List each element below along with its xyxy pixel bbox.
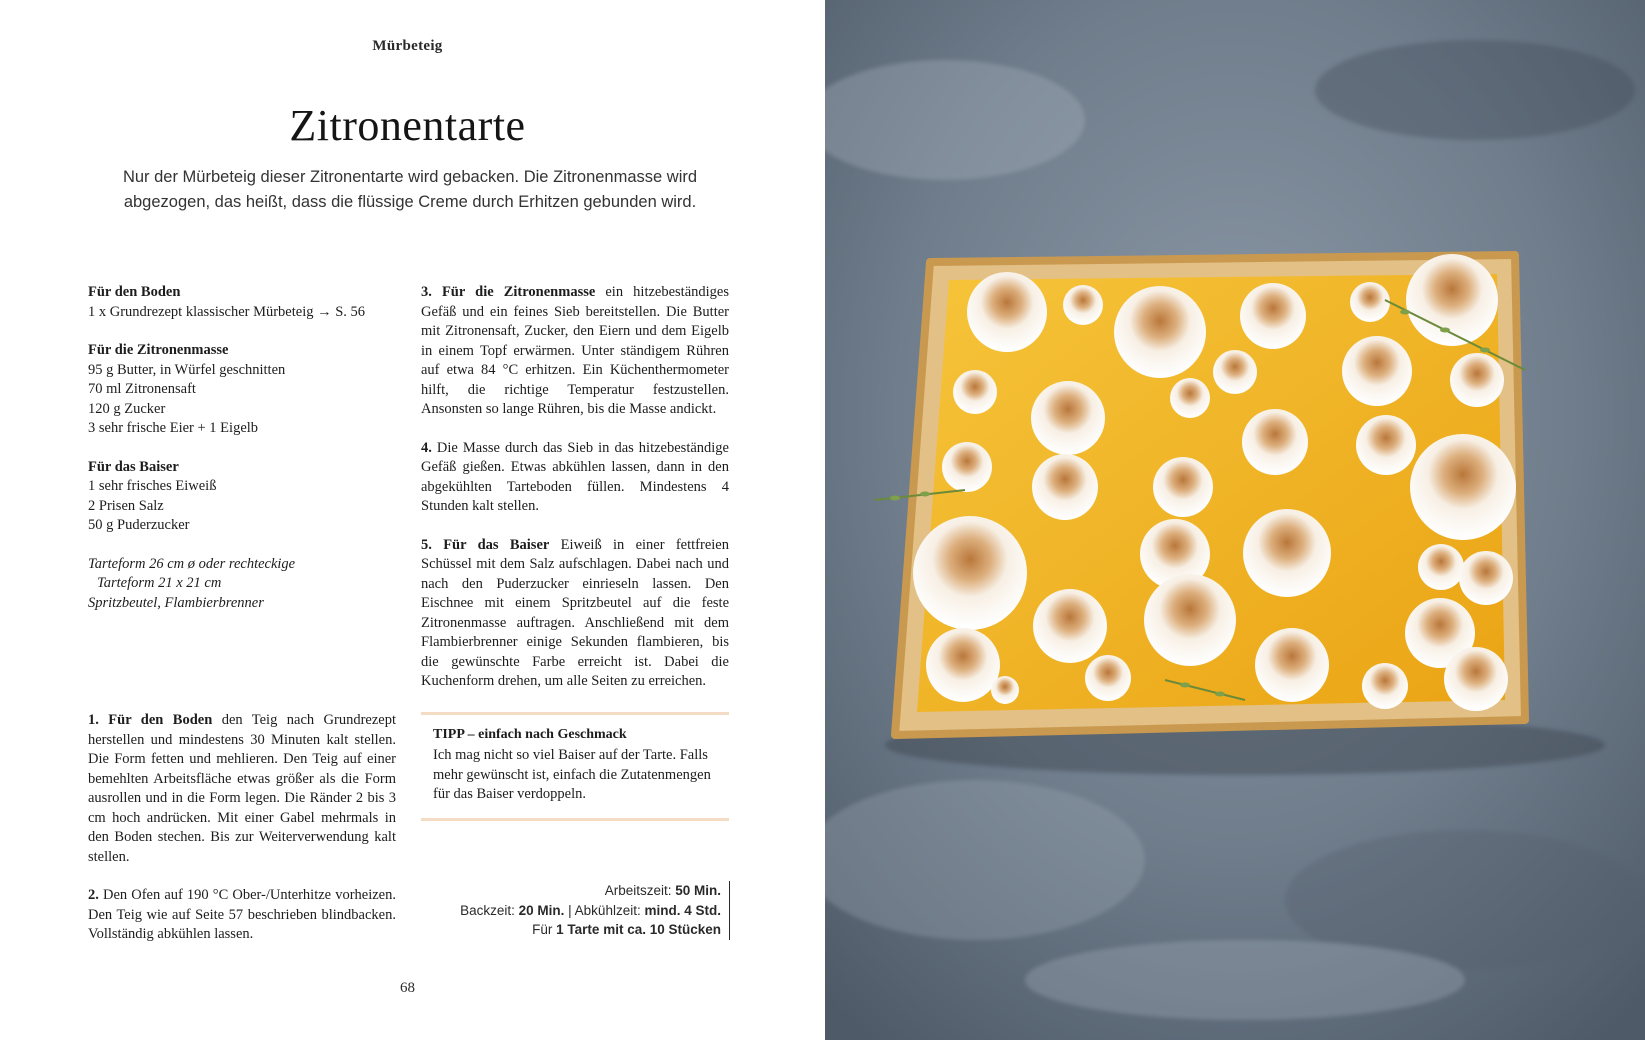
tip-heading [433, 727, 717, 743]
step-lead: Für das Baiser [443, 536, 550, 553]
step-2 [88, 886, 396, 945]
recipe-title: Zitronentarte [289, 101, 526, 150]
ingredient-item: 70 ml Zitronensaft [88, 381, 196, 397]
equipment-line: Tarteform 21 x 21 cm [97, 575, 222, 591]
time-separator: | [568, 902, 572, 918]
time-yield [420, 920, 721, 940]
tip-title: einfach nach Geschmack [478, 727, 627, 742]
step-number: 3. [421, 284, 432, 300]
tip-label: TIPP [433, 727, 465, 742]
step-number: 5. [421, 536, 432, 553]
ingredient-group-zitronenmasse [88, 341, 408, 439]
step-lead: Für die Zitronenmasse [441, 284, 596, 300]
equipment-line: Spritzbeutel, Flambierbrenner [88, 594, 264, 611]
time-value: 50 Min. [675, 883, 721, 898]
ingredient-item: 3 sehr frische Eier + 1 Eigelb [88, 420, 259, 436]
ingredient-item: 95 g Butter, in Würfel geschnitten [88, 361, 286, 378]
step-text: Den Ofen auf 190 °C Ober-/Unterhitze vorheizen. Den Teig wie auf Seite 57 beschrieben blindbacken. Vollständig abkühlen lassen. [88, 887, 396, 942]
ingredients-list [88, 283, 408, 613]
time-label: Backzeit: [460, 902, 515, 918]
ingredient-group-baiser [88, 458, 408, 536]
ingredient-item: 120 g Zucker [88, 400, 166, 417]
step-text: Die Masse durch das Sieb in das hitzebeständige Gefäß gießen. Etwas abkühlen lassen, dann in den abgekühlten Tarteboden füllen. Mindestens 4 Stunden kalt stellen. [421, 439, 729, 514]
ingredient-item: 50 g Puderzucker [88, 517, 190, 533]
time-info [420, 881, 730, 940]
ingredient-item: 2 Prisen Salz [88, 497, 164, 514]
ingredient-item: 1 x Grundrezept klassischer Mürbeteig → S. 56 [88, 303, 366, 320]
tart-photo [825, 0, 1645, 1040]
chapter-header: Mürbeteig [372, 38, 443, 54]
step-lead: Für den Boden [108, 712, 213, 728]
steps-column-right [421, 283, 729, 711]
ingredient-group-heading: Für den Boden [88, 284, 181, 300]
time-value: mind. 4 Std. [644, 902, 721, 918]
step-text: Eiweiß in einer fettfreien Schüssel mit dem Salz aufschlagen. Dabei nach und nach den Puderzucker einrieseln lassen. Den Eischnee mit einem Spritzbeutel auf die feste Zitronenmasse auftragen. Anschließend mit dem Flambierbrenner einige Sekunden flambieren, bis die gewünschte Farbe erreicht ist. Dabei die Kuchenform drehen, um alle Seiten zu erreichen. [421, 536, 729, 689]
page-number: 68 [400, 980, 415, 996]
equipment-list [88, 555, 408, 614]
step-4 [421, 439, 729, 517]
steps-column-left [88, 711, 396, 964]
yield-label: Für [532, 922, 553, 937]
tip-body: Ich mag nicht so viel Baiser auf der Tarte. Falls mehr gewünscht ist, einfach die Zutatenmengen für das Baiser verdoppeln. [433, 747, 711, 802]
equipment-line: Tarteform 26 cm ø oder rechteckige [88, 555, 296, 572]
time-work [420, 881, 721, 901]
recipe-intro: Nur der Mürbeteig dieser Zitronentarte wird gebacken. Die Zitronenmasse wird abgezogen, das heißt, dass die flüssige Creme durch Erhitzen gebunden wird. [122, 168, 698, 211]
step-number: 2. [88, 887, 99, 903]
tart-photo-illustration [825, 0, 1645, 1040]
step-1 [88, 711, 396, 867]
time-label: Abkühlzeit: [574, 902, 641, 918]
ingredient-group-heading: Für die Zitronenmasse [88, 342, 229, 358]
step-3 [421, 283, 729, 420]
step-number: 1. [88, 712, 99, 728]
ingredient-group-heading: Für das Baiser [88, 458, 179, 475]
tip-separator: – [464, 727, 479, 742]
time-label: Arbeitszeit: [604, 883, 672, 898]
tip-box [421, 712, 729, 821]
step-text: ein hitzebeständiges Gefäß und ein feines Sieb bereitstellen. Die Butter mit Zitronensaft, Zucker, den Eiern und dem Eigelb in einem Topf erwärmen. Unter ständigem Rühren auf etwa 84 °C erhitzen. Ein Küchenthermometer hilft, die richtige Temperatur festzustellen. Ansonsten so lange Rühren, bis die Masse andickt. [421, 284, 729, 417]
step-5 [421, 536, 729, 692]
ingredient-group-boden [88, 283, 408, 322]
yield-value: 1 Tarte mit ca. 10 Stücken [556, 922, 721, 937]
step-text: den Teig nach Grundrezept herstellen und mindestens 30 Minuten kalt stellen. Die Form fetten und mehlieren. Den Teig auf einer bemehlten Arbeitsfläche etwas größer als die Form ausrollen und in die Form legen. Die Ränder 2 bis 3 cm hoch andrücken. Mit einer Gabel mehrmals in den Boden stechen. Bis zur Weiterverwendung kalt stellen. [88, 712, 397, 865]
time-value: 20 Min. [518, 902, 565, 918]
time-bake-cool [420, 901, 721, 921]
ingredient-item: 1 sehr frisches Eiweiß [88, 478, 217, 494]
step-number: 4. [421, 439, 432, 456]
